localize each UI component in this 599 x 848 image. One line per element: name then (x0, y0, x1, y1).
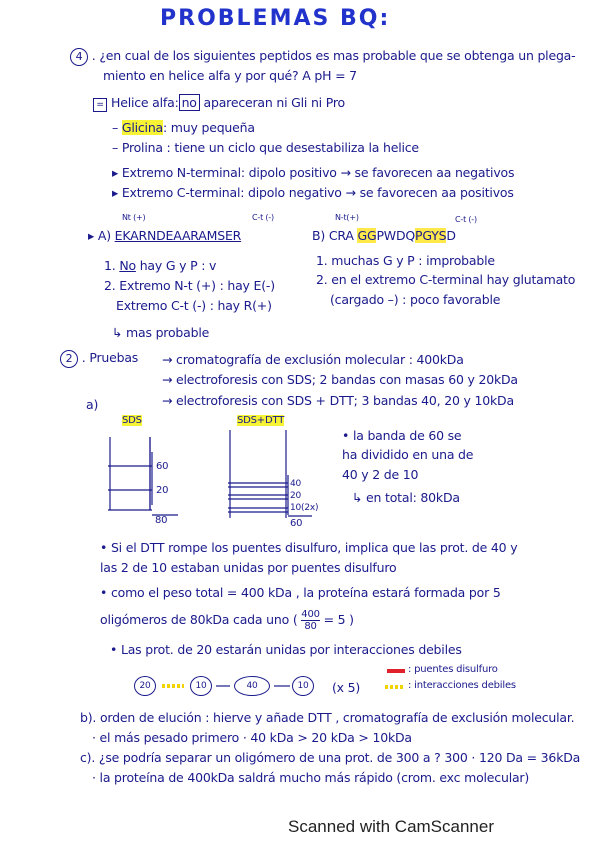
gel-sds-dtt-band-20: 20 (290, 491, 302, 501)
helix-header: = Helice alfa: no apareceran ni Gli ni Pro (93, 95, 345, 112)
total-weight-note-1: • como el peso total = 400 kDa , la proteína estará formada por 5 (100, 585, 501, 600)
peptide-b-reason-2b: (cargado –) : poco favorable (330, 292, 501, 307)
test-line-3: → electroforesis con SDS + DTT; 3 bandas 40, 20 y 10kDa (162, 393, 514, 408)
band-note-1: • la banda de 60 se (342, 428, 462, 443)
peptide-b-gg-highlight: GG (357, 228, 377, 243)
scheme-multiplier: (x 5) (332, 680, 361, 695)
peptide-b-reason-2a: 2. en el extremo C-terminal hay glutamato (316, 272, 576, 287)
gel-sds-dtt-total: 60 (290, 518, 303, 529)
peptide-b-nt-label: N-t(+) (335, 213, 359, 222)
peptide-a-reason-2a: 2. Extremo N-t (+) : hay E(-) (104, 278, 275, 293)
subunit-40-wrap (234, 676, 270, 696)
peptide-a-sequence: EKARNDEAARAMSER (114, 228, 242, 243)
dtt-note-1: • Si el DTT rompe los puentes disulfuro, implica que las prot. de 40 y (100, 540, 518, 555)
problem-4-question-line-1: 4 . ¿en cual de los siguientes peptidos es mas probable que se obtenga un plega- (70, 48, 575, 66)
gel-sds-dtt-band-40: 40 (290, 479, 302, 489)
page-title: PROBLEMAS BQ: (160, 6, 391, 31)
subunit-scheme (134, 676, 156, 696)
peptide-a-ct-label: C-t (-) (252, 213, 274, 222)
gel-sds-label: SDS (122, 415, 142, 426)
peptide-a-conclusion: ↳ mas probable (112, 325, 210, 340)
fraction: $\frac{400}{80}$ (301, 609, 320, 632)
boxed-no: no (179, 94, 200, 111)
gel-sds-band-20: 20 (156, 485, 169, 496)
problem-2-pruebas: 2 . Pruebas (60, 350, 138, 368)
prot20-note: • Las prot. de 20 estarán unidas por interacciones debiles (110, 642, 462, 657)
legend-disulfide: : puentes disulfuro (408, 664, 498, 675)
gel-sds-band-60: 60 (156, 461, 169, 472)
peptide-a-reason-1: 1. No hay G y P : v (104, 258, 217, 273)
peptide-a-reason-2b: Extremo C-t (-) : hay R(+) (116, 298, 272, 313)
glycine-note: – Glicina: muy pequeña (112, 120, 255, 135)
subunit-40: 40 (234, 676, 270, 696)
dtt-note-2: las 2 de 10 estaban unidas por puentes disulfuro (100, 560, 397, 575)
problem-4-question-line-2: miento en helice alfa y por qué? A pH = 7 (103, 68, 357, 83)
boxed-equals-icon: = (93, 98, 107, 112)
peptide-b-reason-1: 1. muchas G y P : improbable (316, 253, 495, 268)
subunit-10a-wrap (190, 676, 212, 696)
total-weight-note-2: oligómeros de 80kDa cada uno ( $\frac{400}{80}$ = 5 ) (100, 609, 354, 632)
gel-sds-total: 80 (155, 515, 168, 526)
gel-sds-dtt-label: SDS+DTT (237, 415, 285, 426)
subunit-20: 20 (134, 676, 156, 696)
peptide-b: B) CRA GGPWDQPGYSD (312, 228, 456, 243)
subunit-10-b: 10 (292, 676, 314, 696)
test-line-1: → cromatografía de exclusión molecular : 400kDa (162, 352, 464, 367)
part-c-line-1: c). ¿se podría separar un oligómero de una prot. de 300 a ? 300 · 120 Da = 36kDa (80, 750, 581, 765)
problem-number-2: 2 (60, 350, 78, 368)
proline-note: – Prolina : tiene un ciclo que desestabiliza la helice (112, 140, 419, 155)
peptide-b-ct-label: C-t (-) (455, 215, 477, 224)
test-line-2: → electroforesis con SDS; 2 bandas con masas 60 y 20kDa (162, 372, 518, 387)
subunit-10-a: 10 (190, 676, 212, 696)
gel-sds-dtt-band-10: 10(2x) (290, 503, 319, 513)
peptide-a-nt-label: Nt (+) (122, 213, 146, 222)
c-terminal-note: ▸ Extremo C-terminal: dipolo negativo → se favorecen aa positivos (112, 185, 514, 200)
problem-number-4: 4 (70, 48, 88, 66)
band-note-4: ↳ en total: 80kDa (352, 490, 460, 505)
part-b-line-1: b). orden de elución : hierve y añade DTT , cromatografía de exclusión molecular. (80, 710, 575, 725)
peptide-b-gys-highlight: GYS (422, 228, 447, 243)
part-a-label: a) (86, 397, 99, 412)
band-note-3: 40 y 2 de 10 (342, 467, 419, 482)
legend-weak: : interacciones debiles (408, 680, 516, 691)
part-b-line-2: · el más pesado primero · 40 kDa > 20 kDa > 10kDa (92, 730, 412, 745)
scanner-watermark: Scanned with CamScanner (288, 817, 495, 836)
n-terminal-note: ▸ Extremo N-terminal: dipolo positivo → se favorecen aa negativos (112, 165, 515, 180)
glycine-highlight: Glicina (121, 120, 164, 135)
peptide-a: ▸ A) EKARNDEAARAMSER (88, 228, 242, 243)
band-note-2: ha dividido en una de (342, 447, 474, 462)
subunit-10b-wrap (292, 676, 314, 696)
part-c-line-2: · la proteína de 400kDa saldrá mucho más rápido (crom. exc molecular) (92, 770, 530, 785)
